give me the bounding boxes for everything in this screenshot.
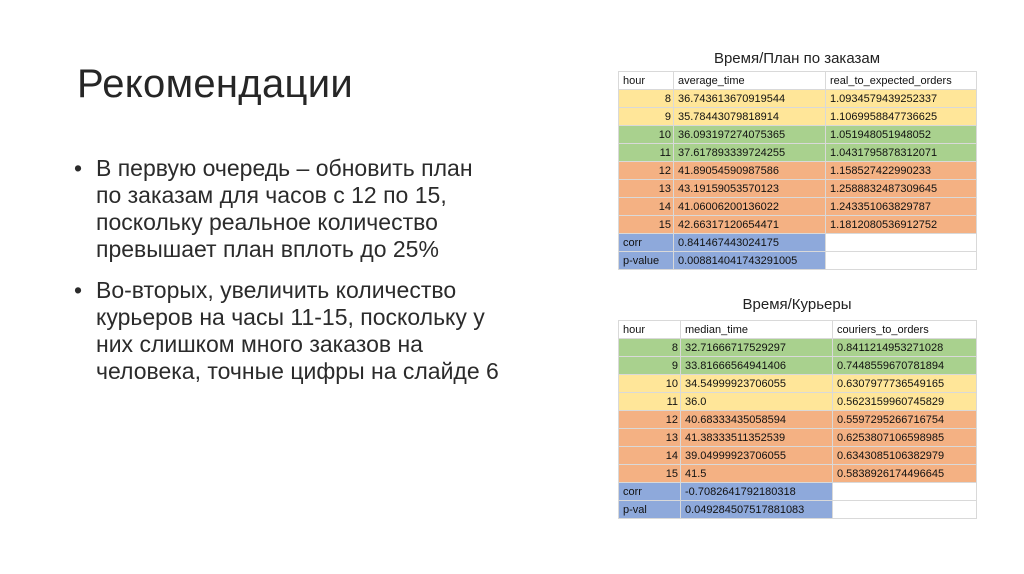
stat-label-cell: p-value — [619, 252, 674, 270]
table-row — [619, 339, 977, 357]
column-header: hour — [619, 321, 681, 339]
ratio-cell: 0.6343085106382979 — [833, 447, 977, 465]
table-row — [619, 411, 977, 429]
stat-label-cell: corr — [619, 234, 674, 252]
empty-cell — [826, 234, 977, 252]
ratio-cell: 0.6253807106598985 — [833, 429, 977, 447]
header-row — [619, 72, 977, 90]
time-cell: 41.5 — [681, 465, 833, 483]
table-row — [619, 108, 977, 126]
hour-cell: 13 — [619, 180, 674, 198]
stat-row — [619, 234, 977, 252]
stat-value-cell: 0.049284507517881083 — [681, 501, 833, 519]
hour-cell: 10 — [619, 126, 674, 144]
table-row — [619, 393, 977, 411]
hour-cell: 10 — [619, 375, 681, 393]
table-row — [619, 216, 977, 234]
time-cell: 43.19159053570123 — [674, 180, 826, 198]
time-cell: 41.89054590987586 — [674, 162, 826, 180]
hour-cell: 13 — [619, 429, 681, 447]
time-cell: 41.38333511352539 — [681, 429, 833, 447]
table-row — [619, 447, 977, 465]
hour-cell: 9 — [619, 357, 681, 375]
ratio-cell: 1.1812080536912752 — [826, 216, 977, 234]
table-row — [619, 144, 977, 162]
stat-value-cell: -0.7082641792180318 — [681, 483, 833, 501]
time-cell: 32.71666717529297 — [681, 339, 833, 357]
time-cell: 35.78443079818914 — [674, 108, 826, 126]
empty-cell — [833, 501, 977, 519]
stat-value-cell: 0.008814041743291005 — [674, 252, 826, 270]
hour-cell: 12 — [619, 411, 681, 429]
bullet-item — [72, 277, 502, 385]
time-cell: 40.68333435058594 — [681, 411, 833, 429]
time-cell: 36.743613670919544 — [674, 90, 826, 108]
table2-caption: Время/Курьеры — [742, 296, 852, 313]
hour-cell: 14 — [619, 198, 674, 216]
hour-cell: 15 — [619, 465, 681, 483]
stat-row — [619, 501, 977, 519]
hour-cell: 11 — [619, 393, 681, 411]
table-row — [619, 180, 977, 198]
time-cell: 37.617893339724255 — [674, 144, 826, 162]
table1-caption: Время/План по заказам — [713, 50, 881, 67]
stat-row — [619, 483, 977, 501]
bullet-dot: • — [74, 155, 83, 181]
stat-label-cell: corr — [619, 483, 681, 501]
bullet-list — [72, 155, 502, 399]
hour-cell: 11 — [619, 144, 674, 162]
time-cell: 39.04999923706055 — [681, 447, 833, 465]
time-cell: 34.54999923706055 — [681, 375, 833, 393]
header-row — [619, 321, 977, 339]
ratio-cell: 0.8411214953271028 — [833, 339, 977, 357]
time-cell: 36.093197274075365 — [674, 126, 826, 144]
table2 — [618, 320, 977, 519]
bullet-dot: • — [74, 277, 83, 303]
table-row — [619, 162, 977, 180]
slide-title: Рекомендации — [77, 62, 353, 106]
ratio-cell: 1.243351063829787 — [826, 198, 977, 216]
ratio-cell: 0.7448559670781894 — [833, 357, 977, 375]
bullet-text: В первую очередь – обновить план по заказам для часов с 12 по 15, поскольку реальное количество превышает план вплоть до 25% — [96, 155, 473, 262]
ratio-cell: 1.051948051948052 — [826, 126, 977, 144]
table-row — [619, 198, 977, 216]
column-header: couriers_to_orders — [833, 321, 977, 339]
bullet-text: Во-вторых, увеличить количество курьеров на часы 11-15, поскольку у них слишком много заказов на человека, точные цифры на слайде 6 — [96, 277, 499, 384]
table-row — [619, 429, 977, 447]
ratio-cell: 1.1069958847736625 — [826, 108, 977, 126]
column-header: average_time — [674, 72, 826, 90]
hour-cell: 15 — [619, 216, 674, 234]
hour-cell: 14 — [619, 447, 681, 465]
table-row — [619, 126, 977, 144]
hour-cell: 9 — [619, 108, 674, 126]
column-header: median_time — [681, 321, 833, 339]
hour-cell: 8 — [619, 90, 674, 108]
hour-cell: 8 — [619, 339, 681, 357]
table-row — [619, 357, 977, 375]
ratio-cell: 0.5597295266716754 — [833, 411, 977, 429]
time-cell: 41.06006200136022 — [674, 198, 826, 216]
table-row — [619, 465, 977, 483]
table1 — [618, 71, 977, 270]
ratio-cell: 1.158527422990233 — [826, 162, 977, 180]
ratio-cell: 0.5623159960745829 — [833, 393, 977, 411]
stat-label-cell: p-val — [619, 501, 681, 519]
time-cell: 33.81666564941406 — [681, 357, 833, 375]
ratio-cell: 1.0431795878312071 — [826, 144, 977, 162]
hour-cell: 12 — [619, 162, 674, 180]
stat-value-cell: 0.841467443024175 — [674, 234, 826, 252]
ratio-cell: 1.0934579439252337 — [826, 90, 977, 108]
empty-cell — [826, 252, 977, 270]
table-row — [619, 90, 977, 108]
time-cell: 42.66317120654471 — [674, 216, 826, 234]
bullet-item — [72, 155, 502, 263]
ratio-cell: 0.5838926174496645 — [833, 465, 977, 483]
time-cell: 36.0 — [681, 393, 833, 411]
stat-row — [619, 252, 977, 270]
ratio-cell: 0.6307977736549165 — [833, 375, 977, 393]
ratio-cell: 1.2588832487309645 — [826, 180, 977, 198]
column-header: hour — [619, 72, 674, 90]
table-row — [619, 375, 977, 393]
column-header: real_to_expected_orders — [826, 72, 977, 90]
empty-cell — [833, 483, 977, 501]
